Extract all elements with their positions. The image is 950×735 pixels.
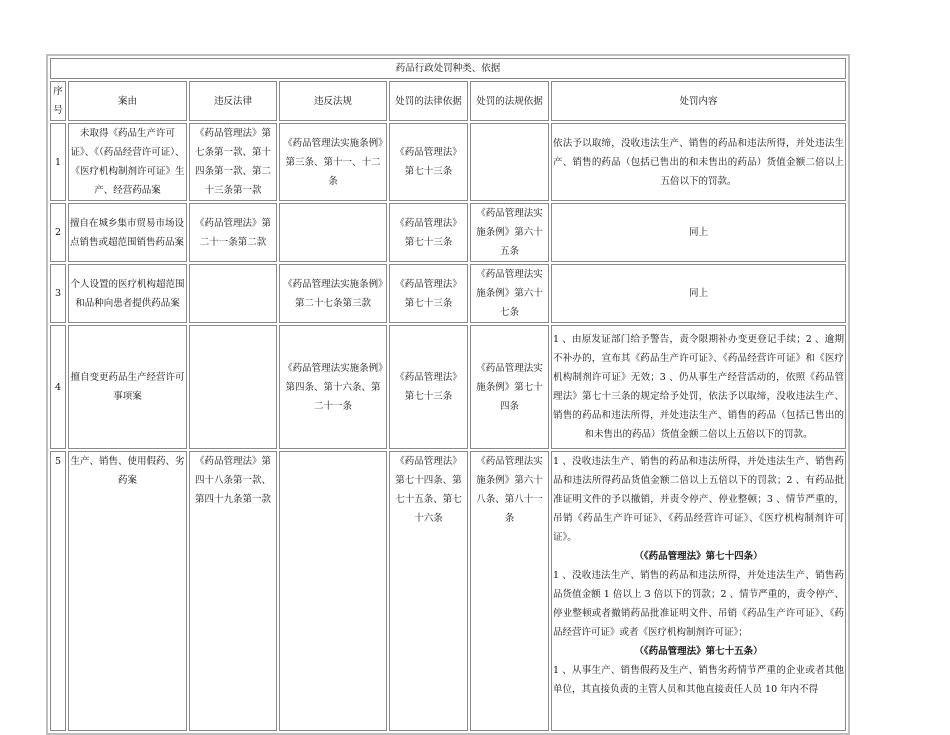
row-regulation: 《药品管理法实施条例》第三条、第十一、十二条 — [279, 123, 387, 201]
row-case: 擅自在城乡集市贸易市场设点销售或超范围销售药品案 — [68, 203, 187, 262]
table-title: 药品行政处罚种类、依据 — [50, 58, 846, 79]
penalty-reference: （《药品管理法》第七十四条） — [634, 551, 763, 562]
table-row — [50, 451, 846, 731]
row-law: 《药品管理法》第二十一条第二款 — [189, 203, 277, 262]
row-no: 1 — [50, 123, 66, 201]
row-regulation — [279, 451, 387, 731]
row-legal-basis: 《药品管理法》第七十三条 — [389, 123, 468, 201]
row-legal-basis: 《药品管理法》第七十三条 — [389, 325, 468, 449]
header-regulation: 违反法规 — [279, 81, 387, 121]
table-title-row — [50, 58, 846, 79]
header-law: 违反法律 — [189, 81, 277, 121]
row-penalty: 同上 — [551, 264, 846, 323]
row-case: 生产、销售、使用假药、劣药案 — [68, 451, 187, 731]
row-no: 5 — [50, 451, 66, 731]
header-no: 序号 — [50, 81, 66, 121]
row-no: 3 — [50, 264, 66, 323]
row-case: 擅自变更药品生产经营许可事项案 — [68, 325, 187, 449]
row-reg-basis: 《药品管理法实施条例》第六十五条 — [470, 203, 549, 262]
row-legal-basis: 《药品管理法》第七十三条 — [389, 203, 468, 262]
row-regulation: 《药品管理法实施条例》第四条、第十六条、第二十一条 — [279, 325, 387, 449]
row-case: 个人设置的医疗机构超范围和品种向患者提供药品案 — [68, 264, 187, 323]
penalty-reference: （《药品管理法》第七十五条） — [634, 646, 763, 657]
row-legal-basis: 《药品管理法》第七十三条 — [389, 264, 468, 323]
row-law: 《药品管理法》第七条第一款、第十四条第一款、第二十三条第一款 — [189, 123, 277, 201]
row-regulation: 《药品管理法实施条例》第二十七条第三款 — [279, 264, 387, 323]
table-row — [50, 123, 846, 201]
row-no: 2 — [50, 203, 66, 262]
header-reg-basis: 处罚的法规依据 — [470, 81, 549, 121]
row-reg-basis — [470, 123, 549, 201]
penalty-paragraph: 1 、从事生产、销售假药及生产、销售劣药情节严重的企业或者其他单位，其直接负责的主管人员和其他直接责任人员 10 年内不得 — [553, 665, 845, 695]
row-law — [189, 325, 277, 449]
table-header-row — [50, 81, 846, 121]
row-penalty — [551, 451, 846, 731]
table-row — [50, 264, 846, 323]
document-page — [46, 54, 850, 695]
row-reg-basis: 《药品管理法实施条例》第七十四条 — [470, 325, 549, 449]
row-penalty: 同上 — [551, 203, 846, 262]
penalty-paragraph: 1 、没收违法生产、销售的药品和违法所得，并处违法生产、销售药品货值金额 1 倍以上 3 倍以下的罚款；2 、情节严重的，责令停产、停业整顿或者撤销药品批准证明文件、吊销《药品生产许可证》、《药品经营许可证》或者《医疗机构制剂许可证》； — [553, 570, 845, 638]
row-law — [189, 264, 277, 323]
row-reg-basis: 《药品管理法实施条例》第六十八条、第八十一条 — [470, 451, 549, 731]
row-penalty: 1 、由原发证部门给予警告，责令限期补办变更登记手续；2 、逾期不补办的，宣布其《药品生产许可证》、《药品经营许可证》和《医疗机构制剂许可证》无效；3 、仍从事生产经营活动的，依照《药品管理法》第七十三条的规定给予处罚，依法予以取缔，没收违法生产、销售的药品和违法所得，并处违法生产、销售的药品（包括已售出的和未售出的药品）货值金额二倍以上五倍以下的罚款。 — [551, 325, 846, 449]
header-case: 案由 — [68, 81, 187, 121]
penalty-paragraph: 1 、没收违法生产、销售的药品和违法所得，并处违法生产、销售药品和违法所得药品货值金额二倍以上五倍以下的罚款；2 、有药品批准证明文件的予以撤销，并责令停产、停业整顿；3 、情节严重的，吊销《药品生产许可证》、《药品经营许可证》、《医疗机构制剂许可证》。 — [553, 456, 845, 543]
penalty-table — [46, 54, 850, 735]
row-law: 《药品管理法》第四十八条第一款、第四十九条第一款 — [189, 451, 277, 731]
table-row — [50, 325, 846, 449]
row-no: 4 — [50, 325, 66, 449]
table-row — [50, 203, 846, 262]
row-regulation — [279, 203, 387, 262]
row-legal-basis: 《药品管理法》第七十四条、第七十五条、第七十六条 — [389, 451, 468, 731]
row-reg-basis: 《药品管理法实施条例》第六十七条 — [470, 264, 549, 323]
header-legal-basis: 处罚的法律依据 — [389, 81, 468, 121]
header-penalty: 处罚内容 — [551, 81, 846, 121]
row-penalty: 依法予以取缔，没收违法生产、销售的药品和违法所得，并处违法生产、销售的药品（包括已售出的和未售出的药品）货值金额二倍以上五倍以下的罚款。 — [551, 123, 846, 201]
row-case: 未取得《药品生产许可证》、《（药品经营许可证）、《医疗机构制剂许可证》生产、经营药品案 — [68, 123, 187, 201]
